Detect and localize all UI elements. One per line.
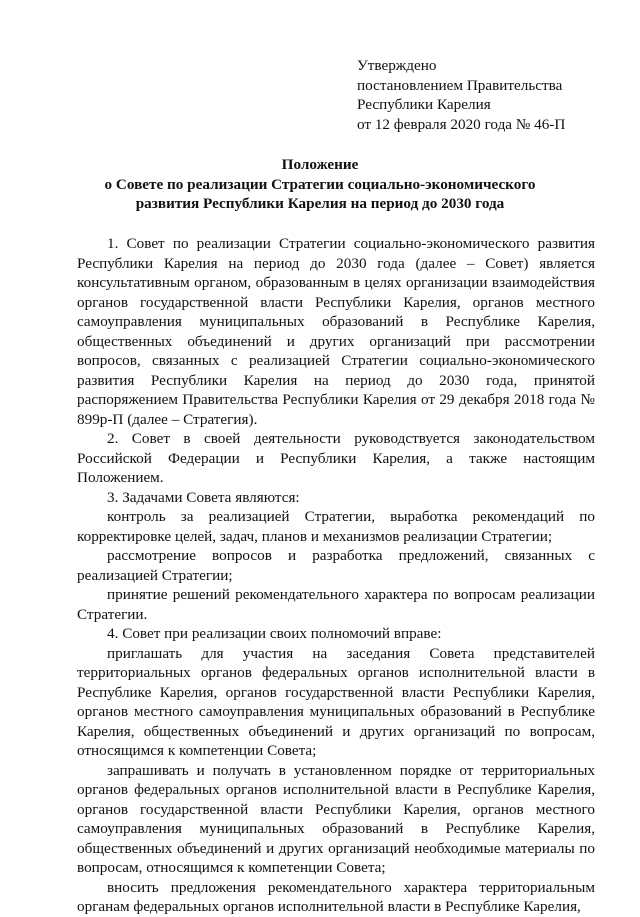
- paragraph-task-1: контроль за реализацией Стратегии, выработка рекомендаций по корректировке целей, задач, планов и механизмов реализации Стратегии;: [77, 508, 595, 545]
- approval-line-1: Утверждено: [357, 57, 437, 74]
- paragraph-right-2: запрашивать и получать в установленном порядке от территориальных органов федеральных органов исполнительной власти в Республике Карелия, органов государственной власти Республики Карелия, органов местного самоуправления муниципальных образований в Республике Карелия, общественных объединений и других организаций необходимые материалы по вопросам, относящимся к компетенции Совета;: [77, 761, 595, 876]
- paragraph-task-2: рассмотрение вопросов и разработка предложений, связанных с реализацией Стратегии;: [77, 547, 595, 584]
- approval-block: [357, 56, 565, 134]
- title-line-1: Положение: [281, 156, 359, 173]
- document-title: [70, 155, 570, 214]
- approval-line-4: от 12 февраля 2020 года № 46-П: [357, 115, 566, 133]
- document-body: [77, 234, 595, 917]
- paragraph-2: 2. Совет в своей деятельности руководствуется законодательством Российской Федерации и Республики Карелия, а также настоящим Положением.: [77, 430, 595, 486]
- approval-line-3: Республики Карелия: [357, 96, 491, 113]
- paragraph-3: 3. Задачами Совета являются:: [107, 488, 300, 506]
- approval-line-2: постановлением Правительства: [357, 76, 563, 94]
- paragraph-task-3: принятие решений рекомендательного характера по вопросам реализации Стратегии.: [77, 586, 595, 623]
- title-line-2: о Совете по реализации Стратегии социально-экономического: [104, 175, 536, 193]
- paragraph-1: 1. Совет по реализации Стратегии социально-экономического развития Республики Карелия на период до 2030 года (далее – Совет) является консультативным органом, образованным в целях организации взаимодействия органов государственной власти Республики Карелия, органов местного самоуправления муниципальных образований в Республике Карелия, общественных объединений и других организаций при рассмотрении вопросов, связанных с реализацией Стратегии социально-экономического развития Республики Карелия на период до 2030 года, принятой распоряжением Правительства Республики Карелия от 29 декабря 2018 года № 899р-П (далее – Стратегия).: [77, 235, 595, 428]
- paragraph-4: 4. Совет при реализации своих полномочий вправе:: [107, 625, 442, 642]
- paragraph-right-1: приглашать для участия на заседания Совета представителей территориальных органов федеральных органов исполнительной власти в Республике Карелия, органов государственной власти Республики Карелия, органов местного самоуправления муниципальных образований в Республике Карелия, общественных объединений и других организаций по вопросам, относящимся к компетенции Совета;: [77, 644, 595, 759]
- paragraph-right-3: вносить предложения рекомендательного характера территориальным органам федеральных органов исполнительной власти в Республике Карелия,: [77, 878, 595, 915]
- title-line-3: развития Республики Карелия на период до 2030 года: [135, 195, 505, 212]
